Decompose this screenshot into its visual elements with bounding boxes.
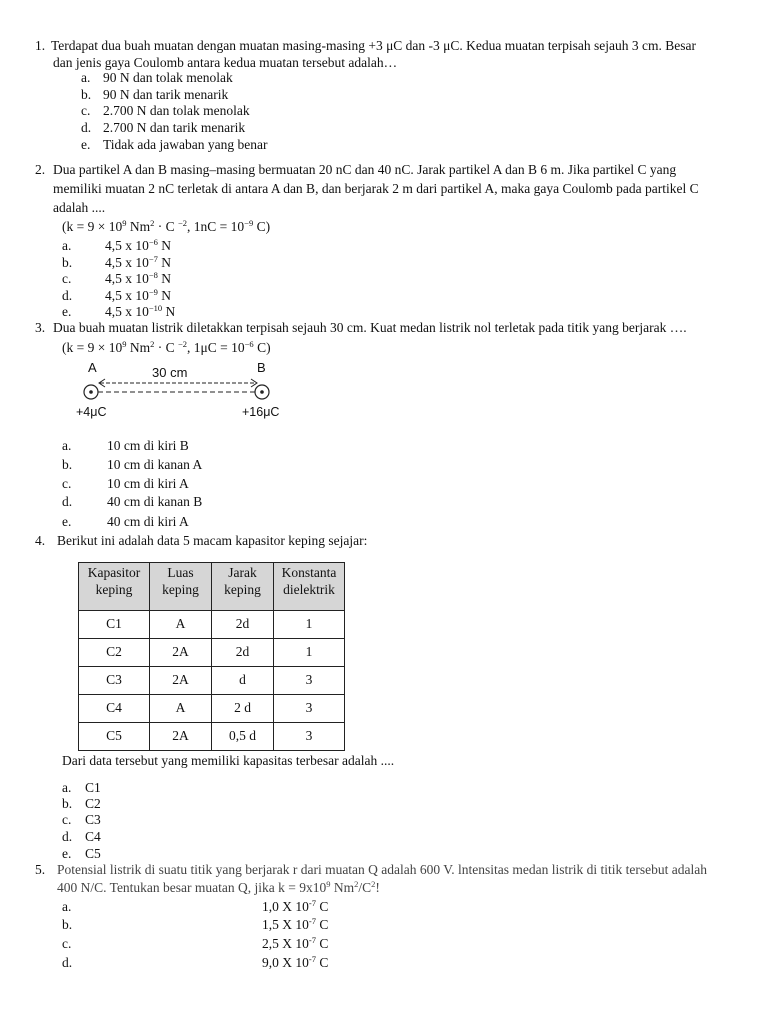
option-value: 2.700 N dan tarik menarik bbox=[103, 120, 246, 135]
table-cell: C5 bbox=[79, 723, 150, 751]
q2-number: 2. bbox=[35, 162, 46, 177]
header-jarak: Jarak keping bbox=[212, 563, 274, 611]
table-cell: 1 bbox=[274, 611, 345, 639]
option-value: 4,5 x $10^{-9}$ N bbox=[105, 287, 172, 303]
option-label: c. bbox=[62, 476, 72, 491]
q1-text-line2: dan jenis gaya Coulomb antara kedua muatan tersebut adalah… bbox=[53, 55, 398, 70]
option-value: 9,0 X $10^{-7}$ C bbox=[262, 954, 329, 970]
option-label: b. bbox=[62, 255, 73, 270]
option-value: 90 N dan tarik menarik bbox=[103, 87, 229, 102]
table-cell: 2A bbox=[150, 639, 212, 667]
option-label: d. bbox=[62, 288, 73, 303]
table-row bbox=[79, 667, 345, 695]
option-label: c. bbox=[62, 271, 72, 286]
option-value: 1,5 X $10^{-7}$ C bbox=[262, 916, 329, 932]
table-row bbox=[79, 723, 345, 751]
table-header-row bbox=[79, 563, 345, 611]
option-value: 10 cm di kanan A bbox=[107, 457, 203, 472]
table-row bbox=[79, 611, 345, 639]
option-value: 10 cm di kiri B bbox=[107, 438, 189, 453]
table-cell: 2d bbox=[212, 639, 274, 667]
q2-text-line3: adalah .... bbox=[53, 200, 106, 215]
option-label: c. bbox=[62, 812, 72, 827]
option-label: e. bbox=[62, 846, 72, 861]
option-label: b. bbox=[81, 87, 92, 102]
header-kapasitor: Kapasitor keping bbox=[79, 563, 150, 611]
q1-text-line1: Terdapat dua buah muatan dengan muatan masing-masing +3 μC dan -3 μC. Kedua muatan terpisah sejauh 3 cm. Besar bbox=[51, 38, 696, 53]
q1-number: 1. bbox=[35, 38, 46, 53]
option-value: C4 bbox=[85, 829, 101, 844]
option-label: d. bbox=[62, 494, 73, 509]
option-label: a. bbox=[81, 70, 91, 85]
option-value: C5 bbox=[85, 846, 101, 861]
q3-constants: ($k = 9 \times 10^9$ $Nm^2 \cdot C$ $^{-2}$, $1\mu C = 10^{-6}$ C) bbox=[62, 339, 271, 355]
option-value: 10 cm di kiri A bbox=[107, 476, 189, 491]
option-value: 2.700 N dan tolak menolak bbox=[103, 103, 250, 118]
option-label: e. bbox=[62, 514, 72, 529]
diagram-label-a: A bbox=[88, 360, 97, 375]
option-value: 4,5 x $10^{-10}$ N bbox=[105, 303, 176, 319]
option-label: b. bbox=[62, 917, 73, 932]
q3-number: 3. bbox=[35, 320, 46, 335]
table-cell: 2d bbox=[212, 611, 274, 639]
q2-text-line1: Dua partikel A dan B masing–masing bermuatan 20 nC dan 40 nC. Jarak partikel A dan B 6 m. Jika partikel C yang bbox=[53, 162, 677, 177]
option-value: 4,5 x $10^{-8}$ N bbox=[105, 270, 172, 286]
option-value: C2 bbox=[85, 796, 101, 811]
q2-constants: ($k = 9 \times 10^9$ $Nm^2 \cdot C$ $^{-2}$, $1nC = 10^{-9}$ C) bbox=[62, 218, 271, 234]
option-value: 4,5 x $10^{-6}$ N bbox=[105, 237, 172, 253]
diagram-label-b: B bbox=[257, 360, 266, 375]
q4-question: Dari data tersebut yang memiliki kapasitas terbesar adalah .... bbox=[62, 753, 395, 768]
capacitor-table bbox=[78, 562, 345, 751]
option-label: a. bbox=[62, 238, 72, 253]
option-value: 2,5 X $10^{-7}$ C bbox=[262, 935, 329, 951]
table-row bbox=[79, 695, 345, 723]
table-cell: 3 bbox=[274, 695, 345, 723]
q2-text-line2: memiliki muatan 2 nC terletak di antara A dan B, dan berjarak 2 m dari partikel A, maka gaya Coulomb pada partikel C bbox=[53, 181, 699, 196]
option-value: C1 bbox=[85, 780, 101, 795]
option-label: c. bbox=[62, 936, 72, 951]
table-cell: 2A bbox=[150, 667, 212, 695]
option-value: 1,0 X $10^{-7}$ C bbox=[262, 898, 329, 914]
table-cell: 1 bbox=[274, 639, 345, 667]
option-value: Tidak ada jawaban yang benar bbox=[103, 137, 268, 152]
table-row bbox=[79, 639, 345, 667]
option-value: 40 cm di kiri A bbox=[107, 514, 189, 529]
q5-number: 5. bbox=[35, 862, 46, 877]
table-cell: C4 bbox=[79, 695, 150, 723]
option-label: c. bbox=[81, 103, 91, 118]
option-value: 4,5 x $10^{-7}$ N bbox=[105, 254, 172, 270]
q4-text: Berikut ini adalah data 5 macam kapasitor keping sejajar: bbox=[57, 533, 368, 548]
diagram-charge-b: +16μC bbox=[242, 405, 280, 419]
option-label: e. bbox=[62, 304, 72, 319]
option-label: b. bbox=[62, 457, 73, 472]
table-cell: 3 bbox=[274, 723, 345, 751]
header-luas: Luas keping bbox=[150, 563, 212, 611]
q5-text-line2: 400 N/C. Tentukan besar muatan Q, jika $k = 9x10^9$ $Nm^2/C^2$! bbox=[57, 879, 380, 895]
option-label: e. bbox=[81, 137, 91, 152]
option-label: d. bbox=[81, 120, 92, 135]
table-cell: 2 d bbox=[212, 695, 274, 723]
option-value: 90 N dan tolak menolak bbox=[103, 70, 233, 85]
table-cell: C1 bbox=[79, 611, 150, 639]
table-cell: A bbox=[150, 695, 212, 723]
option-label: d. bbox=[62, 955, 73, 970]
option-label: a. bbox=[62, 438, 72, 453]
header-konstanta: Konstanta dielektrik bbox=[274, 563, 345, 611]
q4-number: 4. bbox=[35, 533, 46, 548]
table-cell: C3 bbox=[79, 667, 150, 695]
diagram-distance: 30 cm bbox=[152, 365, 188, 380]
option-label: a. bbox=[62, 780, 72, 795]
option-label: b. bbox=[62, 796, 73, 811]
option-value: 40 cm di kanan B bbox=[107, 494, 203, 509]
table-cell: 2A bbox=[150, 723, 212, 751]
table-cell: A bbox=[150, 611, 212, 639]
table-cell: C2 bbox=[79, 639, 150, 667]
table-cell: 0,5 d bbox=[212, 723, 274, 751]
diagram-charge-a: +4μC bbox=[76, 405, 107, 419]
charge-diagram bbox=[76, 360, 286, 420]
q3-text: Dua buah muatan listrik diletakkan terpisah sejauh 30 cm. Kuat medan listrik nol terletak pada titik yang berjarak …. bbox=[53, 320, 687, 335]
table-cell: d bbox=[212, 667, 274, 695]
q5-text-line1: Potensial listrik di suatu titik yang berjarak r dari muatan Q adalah 600 V. lntensitas medan listrik di titik tersebut adalah bbox=[57, 862, 707, 877]
option-label: a. bbox=[62, 899, 72, 914]
table-cell: 3 bbox=[274, 667, 345, 695]
option-value: C3 bbox=[85, 812, 101, 827]
option-label: d. bbox=[62, 829, 73, 844]
